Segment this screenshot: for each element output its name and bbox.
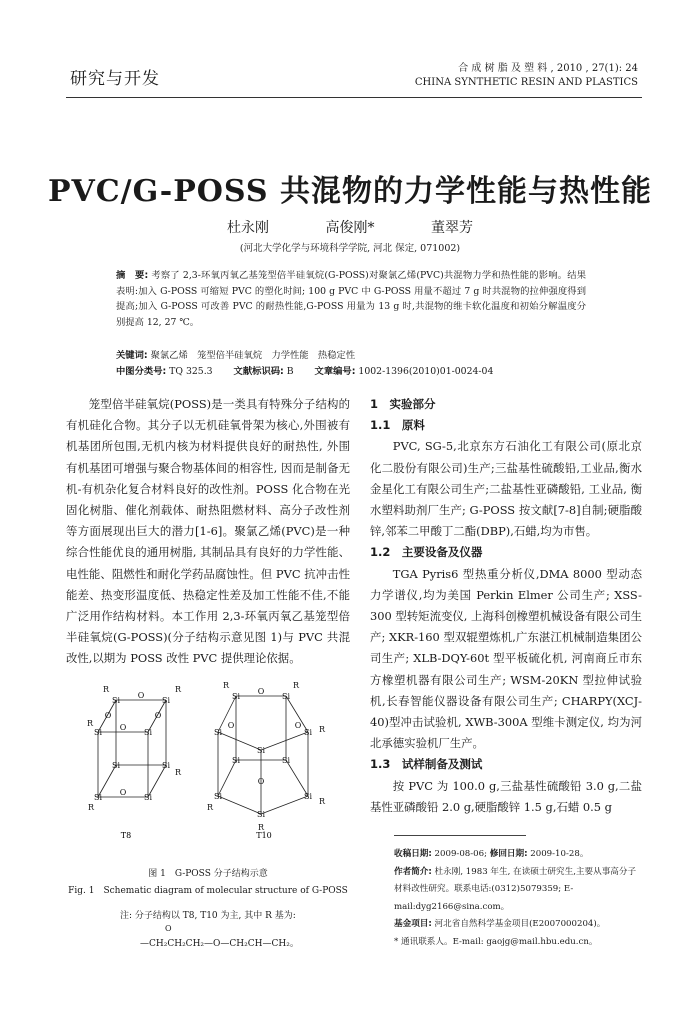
si-atom: Si — [231, 756, 241, 765]
r-group: R — [86, 719, 94, 728]
si-atom: Si — [93, 728, 103, 737]
si-atom: Si — [303, 728, 313, 737]
abstract-label: 摘 要: — [116, 270, 149, 281]
poss-structure-figure — [86, 680, 332, 840]
r-group-formula: —CH₂CH₂CH₂—O—CH₂CH—CH₂。 — [140, 939, 299, 949]
figure-caption-en: Fig. 1 Schematic diagram of molecular structure of G-POSS — [68, 886, 348, 896]
r-group: R — [292, 681, 300, 690]
o-atom: O — [119, 788, 127, 797]
received-date: 2009-08-06; — [434, 849, 487, 859]
o-atom: O — [154, 711, 162, 720]
r-group: R — [102, 685, 110, 694]
o-atom: O — [257, 777, 265, 786]
funding — [394, 916, 644, 934]
received-label: 收稿日期: — [394, 849, 432, 859]
journal-cn: 合 成 树 脂 及 塑 料 , 2010 , 27(1): 24 — [458, 63, 638, 74]
si-atom: Si — [281, 692, 291, 701]
si-atom: Si — [161, 696, 171, 705]
date-line — [394, 846, 644, 864]
abstract-text: 考察了 2,3-环氧丙氧乙基笼型倍半硅氧烷(G-POSS)对聚氯乙烯(PVC)共混物力学和热性能的影响。结果表明:加入 G-POSS 可缩短 PVC 的塑化时间; 100 g PVC 中 G-POSS 用量不超过 7 g 时共混物的拉伸强度得到提高;加入 G-POSS 可改善 PVC 的耐热性能,G-POSS 用量为 13 g 时,共混物的维卡软化温度和初始分解温度分别提高 12, 27 ℃。 — [116, 270, 586, 328]
left-column — [66, 394, 350, 670]
section-header: 研究与开发 — [70, 69, 160, 89]
author: 高俊刚* — [325, 220, 375, 236]
r-group-epoxy-o: O — [165, 924, 172, 933]
o-atom: O — [294, 721, 302, 730]
doc-code-value: B — [286, 366, 294, 377]
t10-label: T10 — [256, 831, 272, 840]
funding-text: 河北省自然科学基金项目(E2007000204)。 — [434, 919, 606, 929]
preparation-paragraph: 按 PVC 为 100.0 g,三盐基性硫酸铅 3.0 g,二盐基性亚磷酸铅 2.0 g,硬脂酸锌 1.5 g,石蜡 0.5 g — [370, 778, 642, 814]
paper-title: PVC/G-POSS 共混物的力学性能与热性能 — [47, 174, 653, 209]
r-group: R — [87, 803, 95, 812]
r-group: R — [318, 797, 326, 806]
author-list — [0, 217, 700, 237]
materials-paragraph: PVC, SG-5,北京东方石油化工有限公司(原北京化二股份有限公司)生产;三盐基性硫酸铅,工业品,衡水金星化工有限公司生产;二盐基性亚磷酸铅, 工业品, 衡水塑料助剂厂生产; G-POSS 按文献[7-8]自制;硬脂酸锌,邻苯二甲酸丁二酯(DBP),石蜡,均为市售。 — [370, 439, 642, 539]
figure-note: 注: 分子结构以 T8, T10 为主, 其中 R 基为: — [120, 911, 296, 921]
article-no-label: 文章编号: — [314, 366, 356, 377]
si-atom: Si — [111, 761, 121, 770]
footnotes — [394, 846, 644, 951]
article-no-value: 1002-1396(2010)01-0024-04 — [358, 366, 494, 377]
si-atom: Si — [256, 810, 266, 819]
r-group: R — [257, 823, 265, 832]
journal-en: CHINA SYNTHETIC RESIN AND PLASTICS — [414, 77, 638, 88]
si-atom: Si — [303, 792, 313, 801]
keywords — [116, 347, 596, 361]
si-atom: Si — [231, 692, 241, 701]
r-group: R — [318, 725, 326, 734]
r-group: R — [222, 681, 230, 690]
o-atom: O — [257, 687, 265, 696]
subsection-heading: 1.2 主要设备及仪器 — [370, 545, 483, 560]
si-atom: Si — [256, 746, 266, 755]
si-atom: Si — [93, 793, 103, 802]
figure-caption-cn: 图 1 G-POSS 分子结构示意 — [148, 869, 268, 879]
abstract — [116, 268, 586, 330]
author-bio — [394, 864, 644, 917]
r-group: R — [206, 803, 214, 812]
author-bio-label: 作者简介: — [394, 866, 432, 877]
author: 董翠芳 — [430, 220, 473, 236]
funding-label: 基金项目: — [394, 919, 432, 929]
keywords-label: 关键词: — [116, 350, 148, 361]
classification-line — [116, 363, 596, 377]
footnote-divider — [394, 835, 526, 836]
journal-citation — [415, 62, 638, 90]
equipment-paragraph: TGA Pyris6 型热重分析仪,DMA 8000 型动态力学谱仪,均为美国 Perkin Elmer 公司生产; XSS-300 型转矩流变仪, 上海科创橡塑机械设备有限公司生产; XKR-160 型双辊塑炼机,广东湛江机械制造集团公司生产; XLB-DQY-60t 型平板硫化机, 河南商丘市东方橡塑机器有限公司生产; WSM-20KN 型拉伸试验机,长春智能仪器设备有限公司生产; CHARPY(XCJ-40)型冲击试验机, XWB-300A 型维卡测定仪, 均为河北承德实验机厂生产。 — [370, 566, 642, 751]
section-heading: 1 实验部分 — [370, 397, 436, 411]
intro-paragraph: 笼型倍半硅氧烷(POSS)是一类具有特殊分子结构的有机硅化合物。其分子以无机硅氧骨架为核心,外围被有机基团所包围,无机内核为材料提供良好的耐热性, 外围有机基团可增强与聚合物基体间的相容性, 因而是制备无机-有机杂化复合材料良好的改性剂。POSS 化合物在光固化树脂、催化剂载体、耐热阻燃材料、高分子改性剂等方面展现出巨大的潜力[1-6]。聚氯乙烯(PVC)是一种综合性能优良的通用树脂, 其制品具有良好的力学性能、电性能、阻燃性和耐化学药品腐蚀性。但 PVC 抗冲击性能差、热变形温度低、热稳定性差及加工性能不佳,不能广泛用作结构材料。本工作用 2,3-环氧丙氧乙基笼型倍半硅氧烷(G-POSS)(分子结构示意见图 1)与 PVC 共混改性,以期为 POSS 改性 PVC 提供理论依据。 — [66, 397, 350, 666]
revised-label: 修回日期: — [489, 849, 528, 859]
header-divider — [66, 97, 642, 98]
right-column — [370, 394, 642, 818]
revised-date: 2009-10-28。 — [530, 849, 589, 859]
si-atom: Si — [161, 761, 171, 770]
author-bio-text: 杜永刚, 1983 年生, 在读硕士研究生,主要从事高分子材料改性研究。联系电话:(0312)5079359; E-mail:dyg2166@sina.com。 — [394, 866, 637, 912]
o-atom: O — [104, 711, 112, 720]
r-group: R — [174, 768, 182, 777]
o-atom: O — [119, 723, 127, 732]
si-atom: Si — [143, 793, 153, 802]
clc-value: TQ 325.3 — [169, 366, 213, 377]
o-atom: O — [137, 691, 145, 700]
t8-label: T8 — [120, 831, 132, 840]
si-atom: Si — [143, 728, 153, 737]
o-atom: O — [227, 721, 235, 730]
author: 杜永刚 — [227, 220, 270, 236]
r-group: R — [174, 685, 182, 694]
si-atom: Si — [213, 728, 223, 737]
subsection-heading: 1.3 试样制备及测试 — [370, 757, 483, 772]
keywords-text: 聚氯乙烯 笼型倍半硅氧烷 力学性能 热稳定性 — [150, 350, 356, 361]
si-atom: Si — [111, 696, 121, 705]
si-atom: Si — [213, 792, 223, 801]
doc-code-label: 文献标识码: — [233, 366, 284, 377]
corresponding-author: * 通讯联系人。E-mail: gaojg@mail.hbu.edu.cn。 — [394, 936, 598, 947]
clc-label: 中图分类号: — [116, 366, 167, 377]
subsection-heading: 1.1 原料 — [370, 418, 425, 433]
affiliation: (河北大学化学与环境科学学院, 河北 保定, 071002) — [239, 243, 461, 254]
si-atom: Si — [281, 756, 291, 765]
